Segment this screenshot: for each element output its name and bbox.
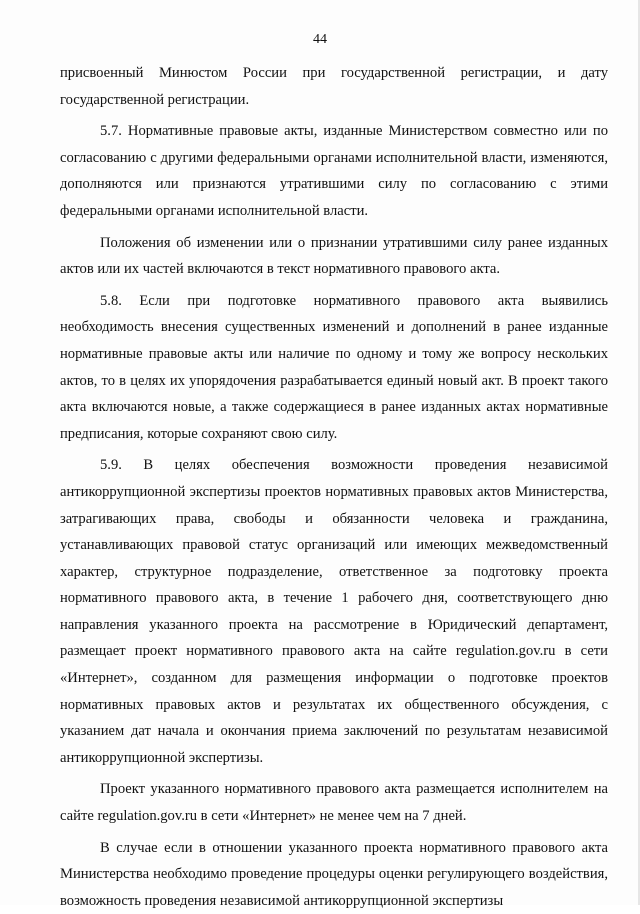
paragraph-5-9: 5.9. В целях обеспечения возможности проведения независимой антикоррупционной экспертизы проектов нормативных правовых актов Министерства, затрагивающих права, свободы и обязанности человека и гражданина, устанавливающих правовой статус организаций или имеющих межведомственный характер, структурное подразделение, ответственное за подготовку проекта нормативного правового акта, в течение 1 рабочего дня, соответствующего дню направления указанного проекта на рассмотрение в Юридический департамент, размещает проект нормативного правового акта на сайте regulation.gov.ru в сети «Интернет», созданном для размещения информации о подготовке проектов нормативных правовых актов и результатах их общественного обсуждения, с указанием дат начала и окончания приема заключений по результатам независимой антикоррупционной экспертизы. [60,457,608,766]
paragraph-5-7-provisions: Положения об изменении или о признании утратившими силу ранее изданных актов или их частей включаются в текст нормативного правового акта. [60,234,608,278]
paragraph-5-9-regulatory-impact: В случае если в отношении указанного проекта нормативного правового акта Министерства необходимо проведение процедуры оценки регулирующего воздействия, возможность проведения независимой антикоррупционной экспертизы [60,839,608,909]
document-body [60,60,608,914]
page-number: 44 [313,32,327,47]
paragraph-5-7: 5.7. Нормативные правовые акты, изданные Министерством совместно или по согласованию с другими федеральными органами исполнительной власти, изменяются, дополняются или признаются утратившими силу по согласованию с этими федеральными органами исполнительной власти. [60,123,608,219]
paragraph-5-8: 5.8. Если при подготовке нормативного правового акта выявились необходимость внесения существенных изменений и дополнений в ранее изданные нормативные правовые акты или наличие по одному и тому же вопросу нескольких актов, то в целях их упорядочения разрабатывается единый новый акт. В проект такого акта включаются новые, а также содержащиеся в ранее изданных актах нормативные предписания, которые сохраняют свою силу. [60,292,608,442]
paragraph-5-9-posting-term: Проект указанного нормативного правового акта размещается исполнителем на сайте regulation.gov.ru в сети «Интернет» не менее чем на 7 дней. [60,781,608,825]
paragraph-continuation: присвоенный Минюстом России при государственной регистрации, и дату государственной регистрации. [60,65,608,108]
